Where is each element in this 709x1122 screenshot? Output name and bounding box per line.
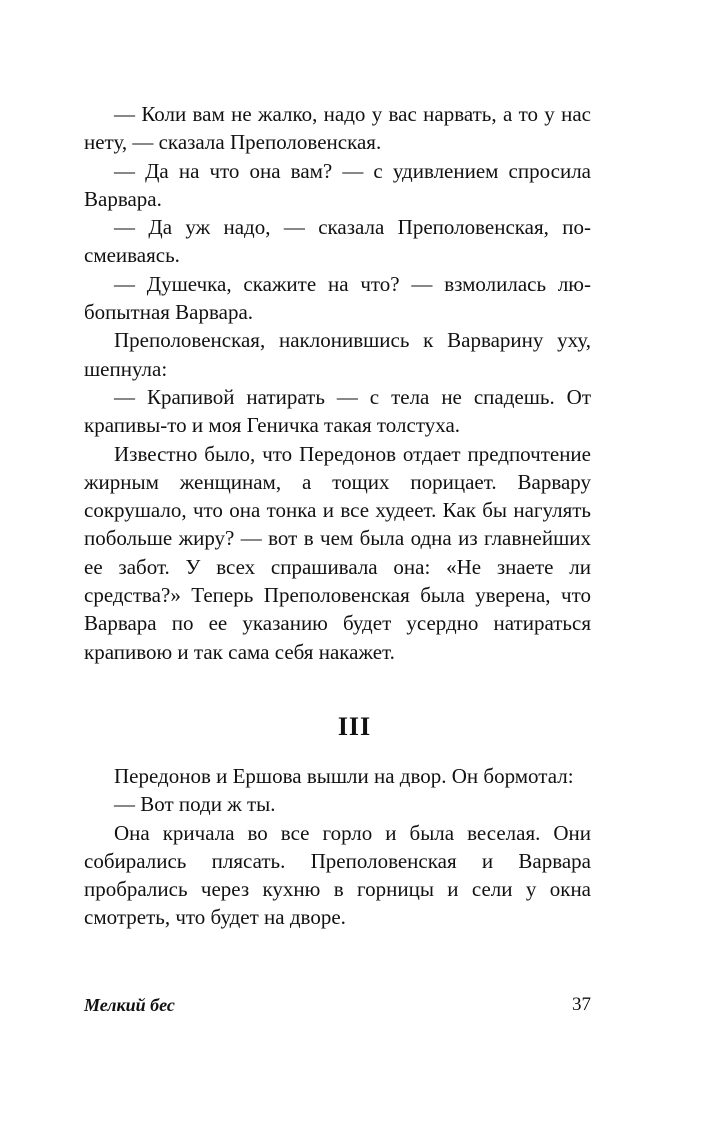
paragraph: Преполовенская, наклонившись к Варварину уху, шепнула: [84,328,591,381]
text-section-1 [84,100,591,666]
text-section-2 [84,762,591,932]
page-number: 37 [572,994,591,1015]
paragraph: — Вот поди ж ты. [114,792,276,817]
paragraph: — Да уж надо, — сказала Преполовенская, посмеиваясь. [84,215,591,268]
paragraph: — Коли вам не жалко, надо у вас нарвать, а то у нас нету, — сказала Преполовенская. [84,102,591,155]
paragraph: Она кричала во все горло и была веселая. Они собирались плясать. Преполовенская и Варвара пробрались через кухню в горницы и сели у окна смотреть, что будет на дворе. [84,820,591,930]
chapter-heading: III [337,712,372,741]
paragraph: Известно было, что Передонов отдает предпочтение жирным женщинам, а тощих порицает. Варвару сокрушало, что она тонка и все худеет. Как бы нагулять побольше жиру? — вот в чем была одна из главнейших ее забот. У всех спрашивала она: «Не знаете ли средства?» Теперь Преполовенская была уверена, что Варвара по ее указанию будет усердно натираться крапивою и так сама себя накажет. [84,441,591,664]
running-title: Мелкий бес [84,995,175,1015]
paragraph: Передонов и Ершова вышли на двор. Он бормотал: [114,764,574,788]
paragraph: — Да на что она вам? — с удивлением спросила Варвара. [84,158,591,211]
paragraph: — Крапивой натирать — с тела не спадешь. От крапивы-то и моя Геничка такая толстуха. [84,384,591,438]
paragraph: — Душечка, скажите на что? — взмолилась любопытная Варвара. [84,271,591,325]
